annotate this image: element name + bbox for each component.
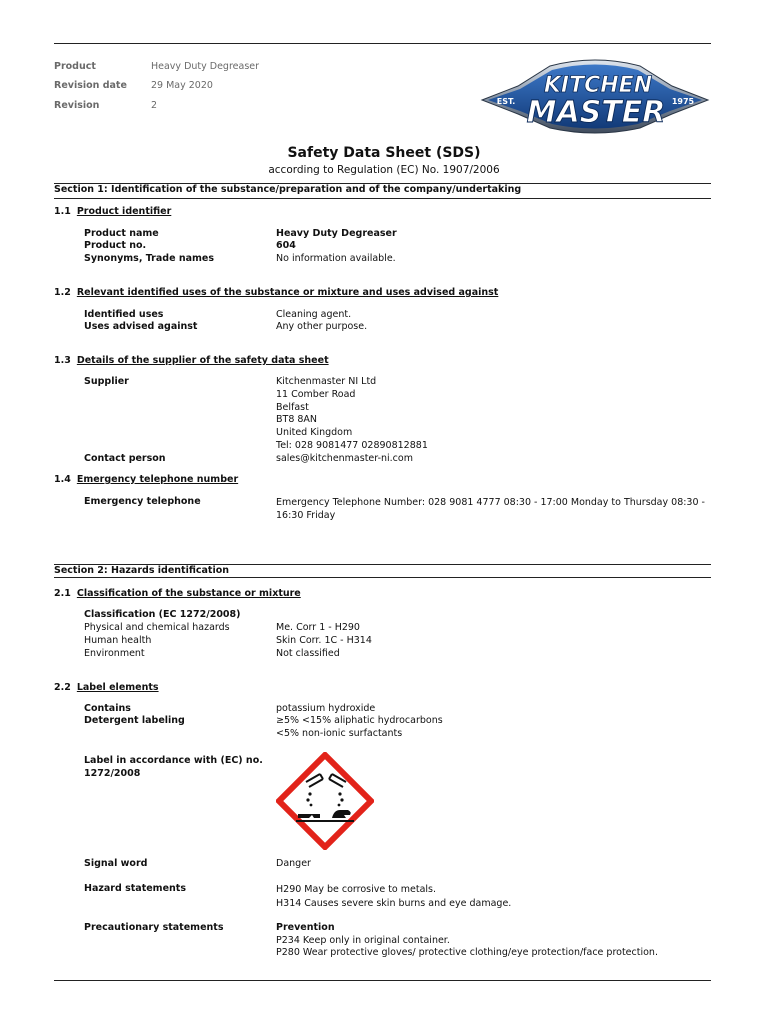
row-label: Product name — [84, 228, 159, 239]
row-value: potassium hydroxide — [276, 703, 376, 714]
kitchen-master-logo — [478, 56, 712, 134]
subsection-number: 2.1 — [54, 588, 71, 599]
detergent-line: ≥5% <15% aliphatic hydrocarbons — [276, 715, 443, 726]
row-label: Detergent labeling — [84, 715, 185, 726]
row-label: Environment — [84, 648, 145, 659]
row-label: Hazard statements — [84, 883, 186, 894]
row-label: Classification (EC 1272/2008) — [84, 609, 241, 620]
row-label: Synonyms, Trade names — [84, 253, 215, 264]
prevention-heading: Prevention — [276, 922, 335, 933]
row-value: Any other purpose. — [276, 321, 368, 332]
row-label: Signal word — [84, 858, 148, 869]
product-value: Heavy Duty Degreaser — [151, 61, 260, 72]
logo-est: EST. — [496, 97, 516, 106]
row-label: Contact person — [84, 453, 166, 464]
row-value: Me. Corr 1 - H290 — [276, 622, 360, 633]
section1-rule-bottom — [54, 198, 711, 199]
top-rule — [54, 43, 711, 44]
row-value: 604 — [276, 240, 296, 251]
section2-heading: Section 2: Hazards identification — [54, 565, 230, 576]
address-line: Belfast — [276, 401, 309, 413]
subsection-number: 1.2 — [54, 287, 71, 298]
address-line: Tel: 028 9081477 02890812881 — [276, 439, 428, 451]
subsection-title: Classification of the substance or mixture — [76, 588, 301, 599]
row-value: Cleaning agent. — [276, 309, 352, 320]
hazard-statement: H314 Causes severe skin burns and eye damage. — [276, 897, 512, 909]
revision-date-value: 29 May 2020 — [151, 80, 213, 91]
label-ec-line: 1272/2008 — [84, 768, 141, 779]
subsection-1-4 — [54, 474, 238, 485]
subsection-number: 1.4 — [54, 474, 71, 485]
row-label: Emergency telephone — [84, 496, 201, 507]
row-label: Product no. — [84, 240, 147, 251]
logo-year: 1975 — [671, 97, 695, 106]
supplier-address — [276, 376, 428, 453]
precautionary-statement: P234 Keep only in original container. — [276, 934, 450, 946]
subsection-number: 2.2 — [54, 682, 71, 693]
section2-rule-bottom — [54, 577, 711, 578]
subsection-1-1 — [54, 206, 171, 217]
subsection-title: Label elements — [76, 682, 159, 693]
document-subtitle: according to Regulation (EC) No. 1907/2006 — [268, 164, 500, 176]
revision-label: Revision — [54, 100, 100, 111]
section1-heading: Section 1: Identification of the substance/preparation and of the company/undertaking — [54, 184, 522, 195]
corrosion-pictogram-icon — [276, 752, 374, 850]
row-label: Precautionary statements — [84, 922, 224, 933]
logo-text-kitchen: KITCHEN — [543, 73, 653, 98]
precautionary-statement: P280 Wear protective gloves/ protective clothing/eye protection/face protection. — [276, 947, 658, 958]
subsection-number: 1.3 — [54, 355, 71, 366]
subsection-2-2 — [54, 682, 159, 693]
address-line: Kitchenmaster NI Ltd — [276, 376, 377, 387]
row-label: Contains — [84, 703, 131, 714]
logo-text-master: MASTER — [526, 95, 666, 130]
label-ec-line: Label in accordance with (EC) no. — [84, 755, 263, 766]
row-value: Skin Corr. 1C - H314 — [276, 635, 372, 646]
revision-date-label: Revision date — [54, 80, 127, 91]
subsection-1-2 — [54, 287, 498, 298]
bottom-rule — [54, 980, 711, 981]
document-title: Safety Data Sheet (SDS) — [287, 145, 481, 161]
row-value: Heavy Duty Degreaser — [276, 228, 397, 239]
subsection-title: Product identifier — [76, 206, 172, 217]
row-label: Supplier — [84, 376, 129, 387]
row-value: No information available. — [276, 253, 396, 264]
detergent-line: <5% non-ionic surfactants — [276, 727, 403, 739]
address-line: 11 Comber Road — [276, 388, 356, 400]
hazard-statement-lines — [276, 883, 511, 910]
hazard-statement: H290 May be corrosive to metals. — [276, 884, 437, 895]
row-label: Human health — [84, 635, 152, 646]
address-line: BT8 8AN — [276, 414, 318, 426]
detergent-lines — [276, 715, 443, 741]
row-value: Not classified — [276, 648, 340, 659]
emergency-telephone-value: Emergency Telephone Number: 028 9081 4777 08:30 - 17:00 Monday to Thursday 08:30 - 16:30 Friday — [276, 497, 705, 521]
subsection-title: Details of the supplier of the safety data sheet — [76, 355, 329, 366]
subsection-number: 1.1 — [54, 206, 71, 217]
revision-value: 2 — [151, 100, 158, 111]
subsection-1-3 — [54, 355, 329, 366]
label-ec-heading — [84, 754, 263, 780]
address-line: United Kingdom — [276, 427, 353, 439]
contact-email: sales@kitchenmaster-ni.com — [276, 453, 413, 464]
signal-word-value: Danger — [276, 858, 311, 869]
row-label: Uses advised against — [84, 321, 198, 332]
row-label: Physical and chemical hazards — [84, 622, 230, 633]
row-label: Identified uses — [84, 309, 164, 320]
subsection-title: Relevant identified uses of the substance or mixture and uses advised against — [76, 287, 499, 298]
subsection-title: Emergency telephone number — [76, 474, 239, 485]
precautionary-lines — [276, 922, 658, 960]
subsection-2-1 — [54, 588, 301, 599]
product-label: Product — [54, 61, 96, 72]
